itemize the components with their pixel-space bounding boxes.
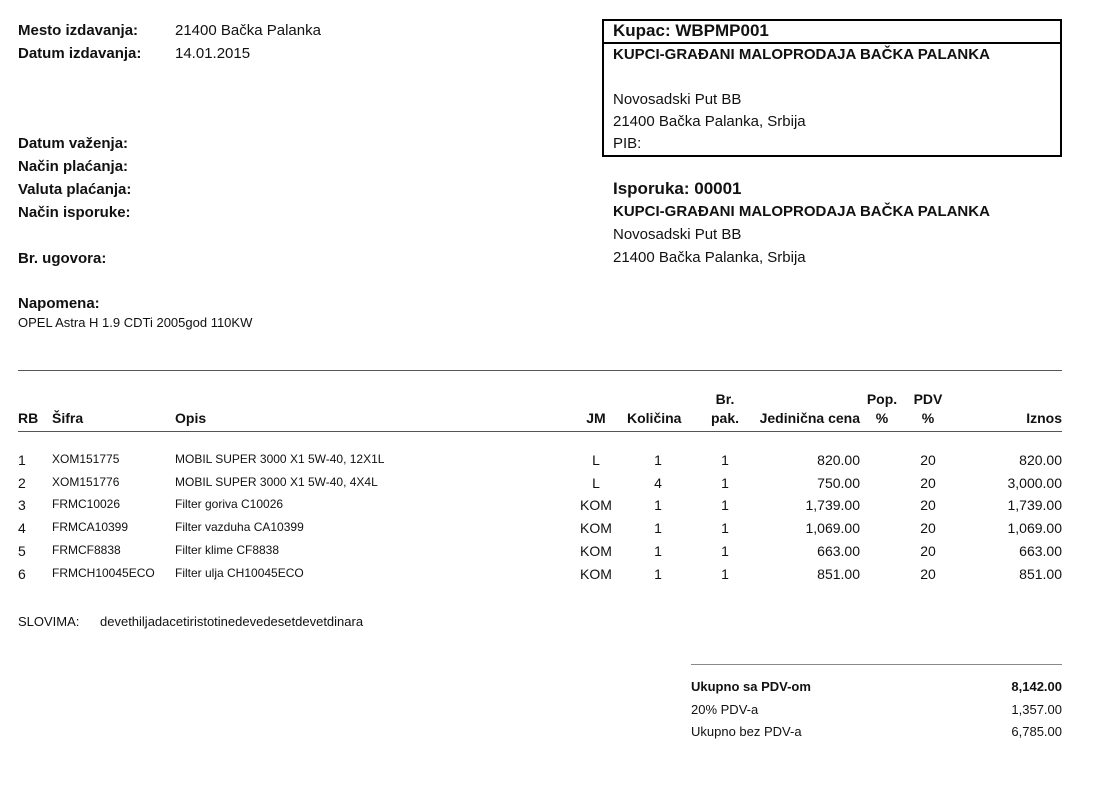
col-header-cena: Jedinična cena [759, 410, 860, 426]
divider-totals [691, 664, 1062, 665]
buyer-pib: PIB: [613, 135, 642, 152]
cell-cena: 663.00 [817, 543, 860, 559]
total-without-vat-value: 6,785.00 [1011, 724, 1062, 739]
delivery-address-street: Novosadski Put BB [613, 226, 742, 243]
cell-sifra: XOM151775 [52, 452, 120, 466]
col-header-jm: JM [586, 410, 606, 426]
col-header-rb: RB [18, 410, 39, 426]
valid-date-label: Datum važenja: [18, 135, 129, 152]
cell-iznos: 851.00 [1019, 566, 1062, 582]
divider-top [18, 370, 1062, 371]
vat-label: 20% PDV-a [691, 702, 759, 717]
total-with-vat-label: Ukupno sa PDV-om [691, 679, 811, 694]
delivery-header: Isporuka: 00001 [613, 179, 742, 198]
cell-rb: 2 [18, 475, 26, 491]
col-header-iznos: Iznos [1026, 410, 1062, 426]
cell-pak: 1 [721, 543, 729, 559]
col-header-pdv-top: PDV [913, 391, 943, 407]
total-without-vat-label: Ukupno bez PDV-a [691, 724, 802, 739]
cell-sifra: XOM151776 [52, 475, 120, 489]
col-header-pop-bottom: % [875, 410, 889, 426]
cell-rb: 4 [18, 520, 26, 536]
cell-opis: Filter klime CF8838 [175, 543, 280, 557]
cell-sifra: FRMCH10045ECO [52, 566, 155, 580]
issue-place-label: Mesto izdavanja: [18, 22, 139, 39]
cell-opis: Filter goriva C10026 [175, 497, 284, 511]
cell-rb: 6 [18, 566, 26, 582]
cell-kol: 1 [654, 520, 662, 536]
cell-kol: 1 [654, 566, 662, 582]
cell-pdv: 20 [920, 475, 936, 491]
issue-date-label: Datum izdavanja: [18, 45, 142, 62]
cell-pak: 1 [721, 566, 729, 582]
cell-jm: L [592, 452, 600, 468]
payment-method-label: Način plaćanja: [18, 158, 129, 175]
cell-opis: Filter vazduha CA10399 [175, 520, 304, 534]
cell-cena: 1,069.00 [805, 520, 860, 536]
cell-pak: 1 [721, 475, 729, 491]
cell-pdv: 20 [920, 566, 936, 582]
cell-opis: MOBIL SUPER 3000 X1 5W-40, 4X4L [175, 475, 378, 489]
col-header-kolicina: Količina [627, 410, 682, 426]
col-header-sifra: Šifra [52, 410, 84, 426]
cell-pdv: 20 [920, 452, 936, 468]
buyer-address-city: 21400 Bačka Palanka, Srbija [613, 113, 806, 130]
cell-kol: 4 [654, 475, 662, 491]
cell-kol: 1 [654, 543, 662, 559]
col-header-opis: Opis [175, 410, 207, 426]
cell-pdv: 20 [920, 543, 936, 559]
note-text: OPEL Astra H 1.9 CDTi 2005god 110KW [18, 315, 253, 330]
cell-iznos: 1,069.00 [1007, 520, 1062, 536]
col-header-pop-top: Pop. [866, 391, 898, 407]
cell-cena: 750.00 [817, 475, 860, 491]
col-header-pdv-bottom: % [921, 410, 935, 426]
cell-opis: Filter ulja CH10045ECO [175, 566, 304, 580]
cell-jm: KOM [580, 543, 612, 559]
payment-currency-label: Valuta plaćanja: [18, 181, 132, 198]
issue-place-value: 21400 Bačka Palanka [175, 22, 321, 39]
cell-cena: 1,739.00 [805, 497, 860, 513]
buyer-header-text: Kupac: WBPMP001 [613, 21, 769, 40]
cell-jm: L [592, 475, 600, 491]
cell-rb: 5 [18, 543, 26, 559]
words-text: devethiljadacetiristotinedevedesetdevetdinara [100, 614, 364, 629]
cell-cena: 851.00 [817, 566, 860, 582]
buyer-box [602, 19, 1062, 157]
vat-value: 1,357.00 [1011, 702, 1062, 717]
divider-header [18, 431, 1062, 432]
col-header-brpak-bottom: pak. [710, 410, 739, 426]
delivery-address-city: 21400 Bačka Palanka, Srbija [613, 249, 806, 266]
buyer-address-street: Novosadski Put BB [613, 91, 742, 108]
cell-iznos: 820.00 [1019, 452, 1062, 468]
cell-iznos: 3,000.00 [1007, 475, 1062, 491]
cell-iznos: 1,739.00 [1007, 497, 1062, 513]
cell-opis: MOBIL SUPER 3000 X1 5W-40, 12X1L [175, 452, 385, 466]
words-label: SLOVIMA: [18, 614, 80, 629]
cell-pak: 1 [721, 520, 729, 536]
cell-kol: 1 [654, 452, 662, 468]
total-with-vat-value: 8,142.00 [1011, 679, 1062, 694]
cell-pak: 1 [721, 497, 729, 513]
cell-jm: KOM [580, 497, 612, 513]
cell-rb: 1 [18, 452, 26, 468]
cell-pak: 1 [721, 452, 729, 468]
cell-cena: 820.00 [817, 452, 860, 468]
contract-number-label: Br. ugovora: [18, 250, 107, 267]
cell-rb: 3 [18, 497, 26, 513]
delivery-method-label: Način isporuke: [18, 204, 131, 221]
delivery-name: KUPCI-GRAĐANI MALOPRODAJA BAČKA PALANKA [613, 203, 990, 220]
cell-sifra: FRMCF8838 [52, 543, 121, 557]
cell-jm: KOM [580, 520, 612, 536]
cell-sifra: FRMCA10399 [52, 520, 129, 534]
cell-sifra: FRMC10026 [52, 497, 121, 511]
cell-pdv: 20 [920, 520, 936, 536]
cell-jm: KOM [580, 566, 612, 582]
cell-iznos: 663.00 [1019, 543, 1062, 559]
cell-pdv: 20 [920, 497, 936, 513]
cell-kol: 1 [654, 497, 662, 513]
buyer-name: KUPCI-GRAĐANI MALOPRODAJA BAČKA PALANKA [613, 46, 990, 63]
note-label: Napomena: [18, 295, 100, 312]
issue-date-value: 14.01.2015 [175, 45, 251, 62]
buyer-header [604, 21, 1060, 44]
col-header-brpak-top: Br. [715, 391, 735, 407]
